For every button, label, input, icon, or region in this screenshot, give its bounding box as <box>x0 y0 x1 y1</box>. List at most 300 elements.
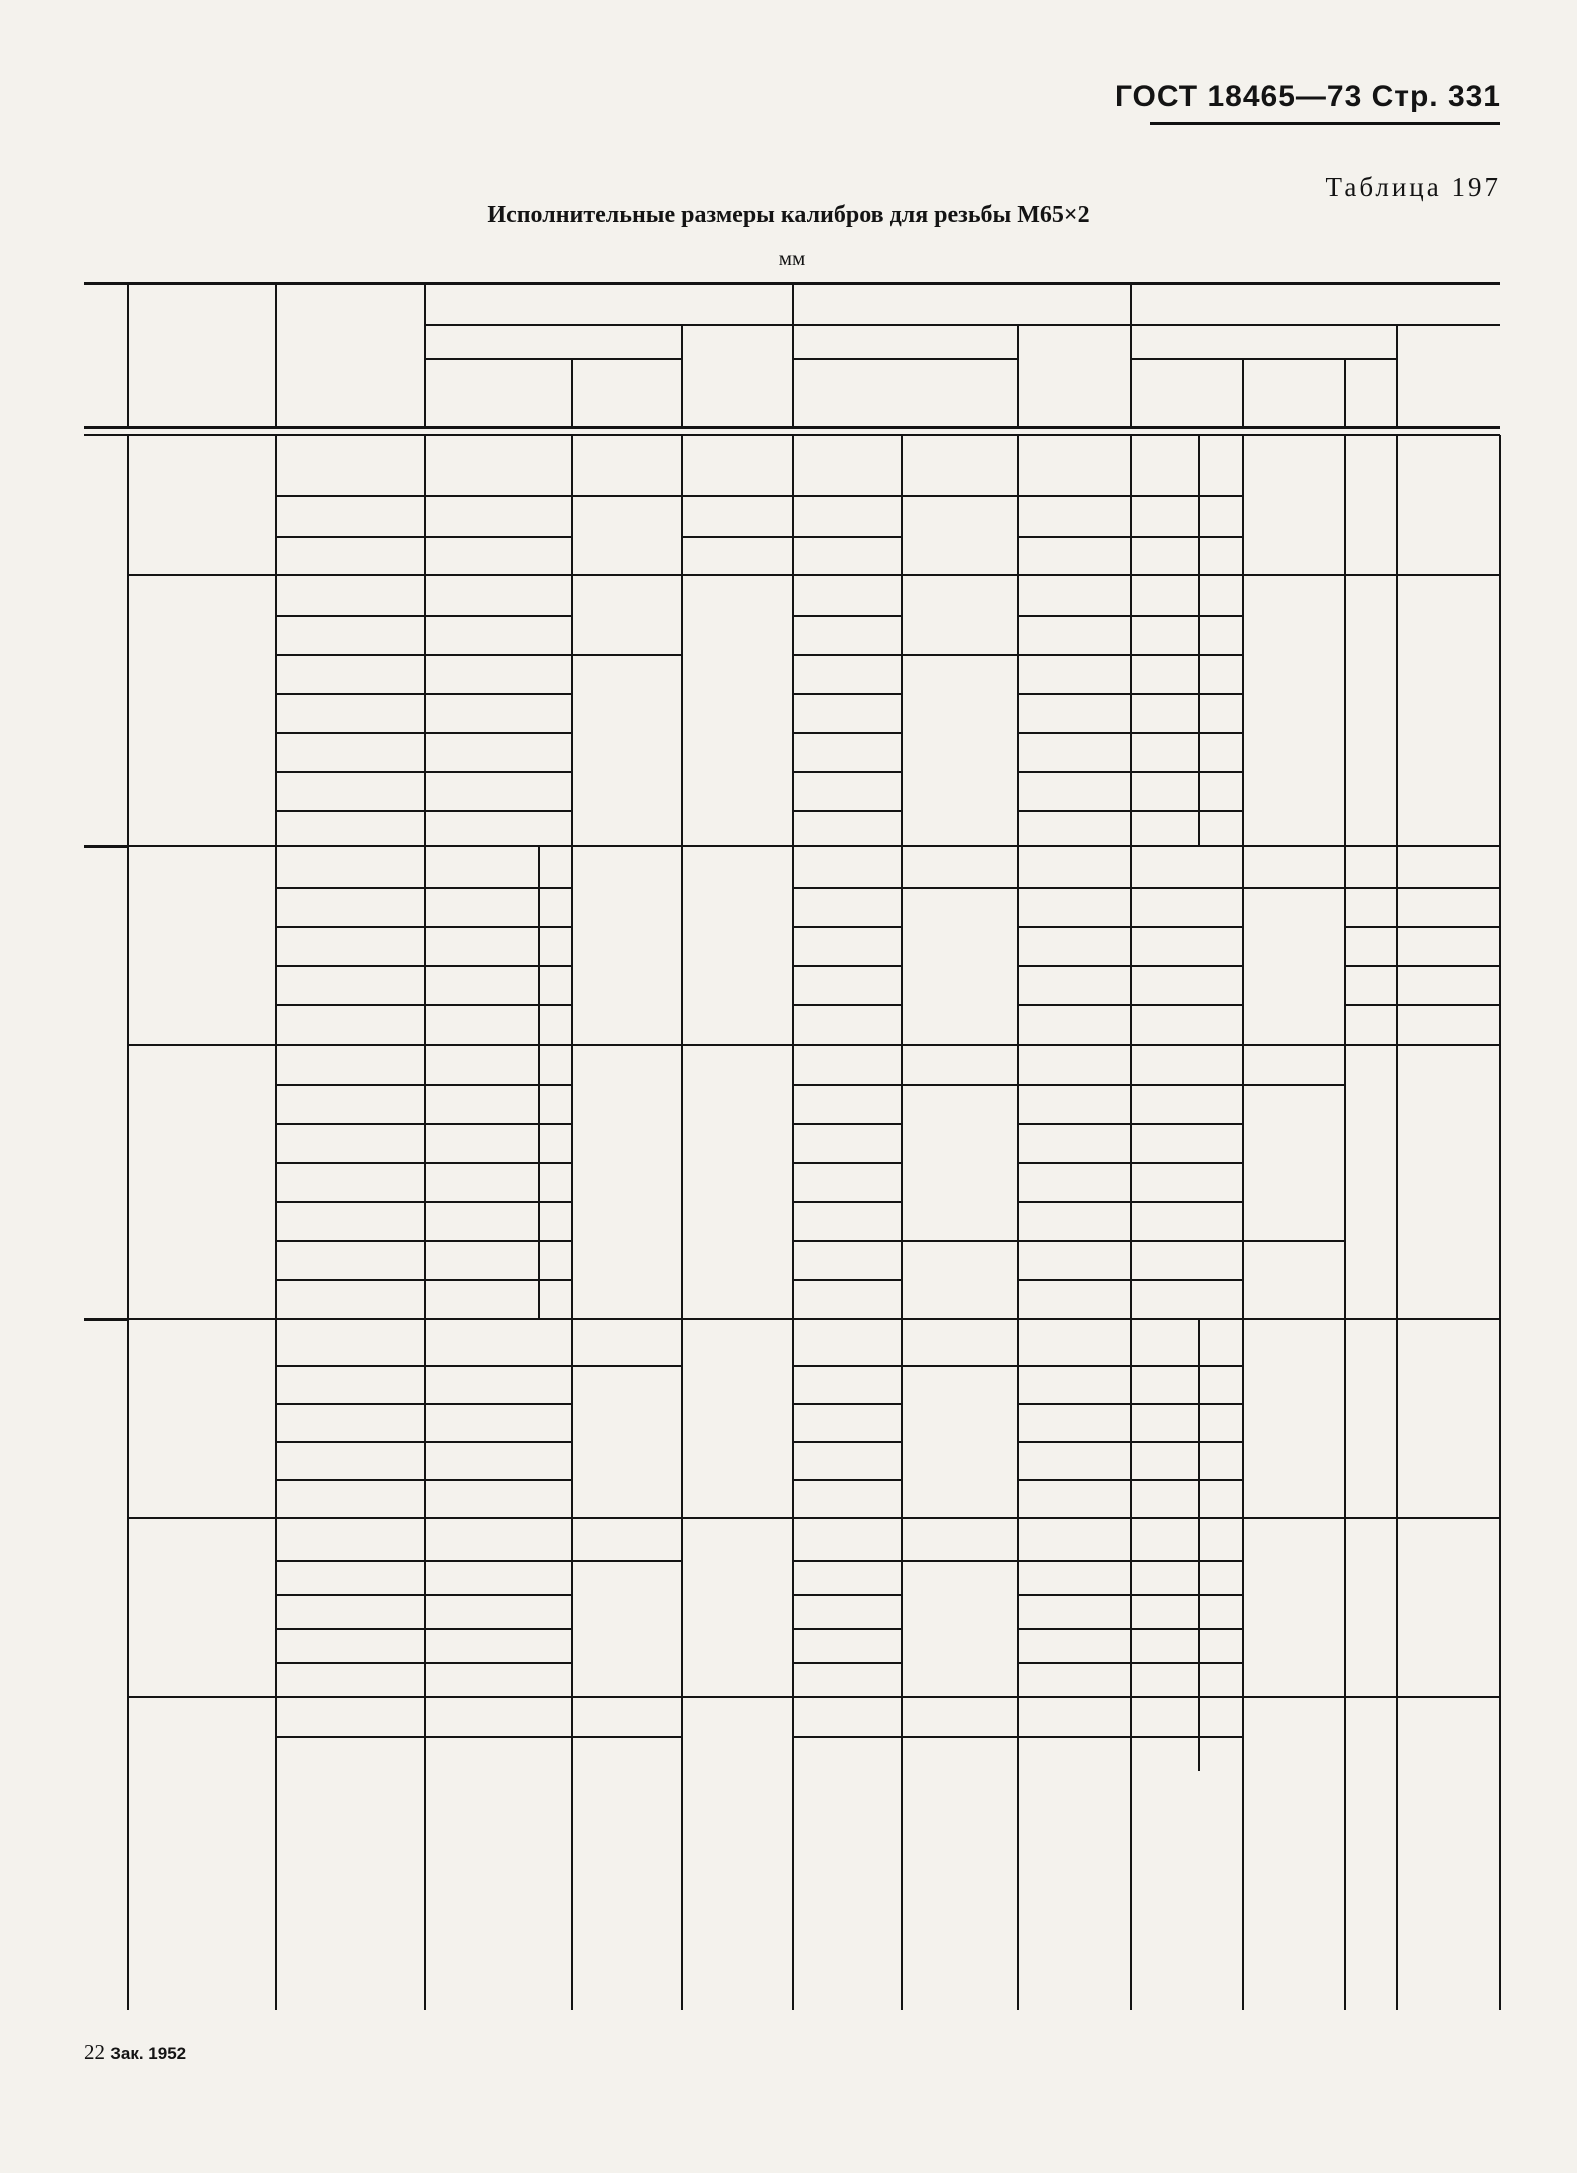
grid-line <box>1345 1318 1500 1320</box>
d-deviation-11 <box>572 1737 682 1771</box>
d-deviation-10 <box>572 1697 682 1737</box>
grid-line <box>572 1318 682 1320</box>
tolerance-field-15 <box>276 1045 425 1085</box>
d1-deviation-2 <box>1243 846 1345 888</box>
grid-line <box>1345 887 1500 889</box>
grid-line <box>902 1696 1018 1698</box>
d-deviation-7 <box>572 1366 682 1518</box>
table-number: Таблица 197 <box>1325 172 1501 202</box>
d2-worn-22 <box>1018 1319 1131 1366</box>
grid-line <box>682 845 793 847</box>
d1-deviation-9 <box>1243 1697 1345 1771</box>
d2-worn-6 <box>1018 694 1131 733</box>
d2-deviation-10 <box>902 1366 1018 1518</box>
d1-worn-4 <box>1345 927 1500 966</box>
header-nominal-1 <box>793 359 902 427</box>
d-nominal-6 <box>425 694 572 733</box>
d2-worn-26 <box>1018 1480 1131 1518</box>
header-rule <box>1150 122 1500 125</box>
d2-nominal-30 <box>793 1629 902 1663</box>
d2-nominal-32 <box>793 1697 902 1737</box>
d2-nominal-33 <box>793 1737 902 1771</box>
d-nominal-32 <box>425 1697 572 1737</box>
tolerance-field-26 <box>276 1480 425 1518</box>
grid-line <box>902 1318 1018 1320</box>
grid-line <box>572 654 682 656</box>
tolerance-field-21 <box>276 1280 425 1319</box>
grid-line <box>902 654 1018 656</box>
d1-nominal-18 <box>1131 1163 1243 1202</box>
header-nominal-0 <box>425 359 572 427</box>
gauge-table <box>84 283 1500 2010</box>
d1-worn-5 <box>1345 966 1500 1005</box>
d1-worn-2 <box>1345 846 1500 888</box>
note-d-min-0 <box>539 846 572 1045</box>
d1-deviation-7 <box>1243 1319 1345 1518</box>
grid-line <box>1243 1318 1345 1320</box>
grid-line <box>1243 1084 1345 1086</box>
d-worn-3 <box>682 575 793 846</box>
d-nominal-7 <box>425 733 572 772</box>
d2-nominal-23 <box>793 1366 902 1404</box>
grid-line <box>682 495 793 497</box>
d2-nominal-11 <box>793 888 902 927</box>
tolerance-field-17 <box>276 1124 425 1163</box>
d-nominal-23 <box>425 1366 572 1404</box>
grid-line <box>902 887 1018 889</box>
grid-line <box>1243 574 1345 576</box>
tolerance-field-25 <box>276 1442 425 1480</box>
d-nominal-4 <box>425 616 572 655</box>
header-d <box>425 283 793 325</box>
d1-deviation-8 <box>1243 1518 1345 1697</box>
d-nominal-3 <box>425 575 572 616</box>
tolerance-field-29 <box>276 1595 425 1629</box>
d2-nominal-13 <box>793 966 902 1005</box>
grid-line <box>1345 1004 1500 1006</box>
d-deviation-5 <box>572 1045 682 1319</box>
grid-line <box>572 1696 682 1698</box>
d2-nominal-27 <box>793 1518 902 1561</box>
tolerance-field-28 <box>276 1561 425 1595</box>
d1-nominal-12 <box>1131 927 1243 966</box>
grid-line <box>682 1696 793 1698</box>
grid-line <box>682 1044 793 1046</box>
header-gauge-kind <box>128 283 276 427</box>
tolerance-field-10 <box>276 846 425 888</box>
d1-nominal-16 <box>1131 1085 1243 1124</box>
d-deviation-9 <box>572 1561 682 1697</box>
grid-line <box>1243 845 1345 847</box>
d2-worn-3 <box>1018 575 1131 616</box>
d-nominal-9 <box>425 811 572 846</box>
d1-deviation-5 <box>1243 1085 1345 1241</box>
d2-nominal-8 <box>793 772 902 811</box>
d2-nominal-4 <box>793 616 902 655</box>
tolerance-field-16 <box>276 1085 425 1124</box>
grid-line <box>902 1044 1018 1046</box>
d2-nominal-15 <box>793 1045 902 1085</box>
header-worn-1 <box>1018 325 1131 427</box>
d-deviation-1 <box>572 496 682 575</box>
grid-line <box>572 574 682 576</box>
tolerance-field-8 <box>276 772 425 811</box>
grid-line <box>128 1696 276 1698</box>
d2-nominal-31 <box>793 1663 902 1697</box>
grid-line <box>682 536 793 538</box>
grid-line <box>572 1365 682 1367</box>
grid-line <box>1243 1696 1345 1698</box>
page-header: ГОСТ 18465—73 Стр. 331 <box>1114 80 1501 113</box>
grid-line <box>572 1044 682 1046</box>
d2-nominal-28 <box>793 1561 902 1595</box>
d2-worn-18 <box>1018 1163 1131 1202</box>
d-worn-4 <box>682 846 793 1045</box>
d2-deviation-12 <box>902 1561 1018 1697</box>
d2-deviation-3 <box>902 655 1018 846</box>
grid-line <box>538 846 540 1045</box>
tolerance-field-6 <box>276 694 425 733</box>
grid-line <box>902 845 1018 847</box>
group-name-1 <box>84 846 128 1319</box>
tolerance-field-24 <box>276 1404 425 1442</box>
d-worn-8 <box>682 1697 793 1771</box>
grid-line <box>1018 1517 1131 1519</box>
d2-worn-25 <box>1018 1442 1131 1480</box>
d2-deviation-5 <box>902 888 1018 1045</box>
header-deviation-1 <box>902 359 1018 427</box>
tolerance-field-32 <box>276 1697 425 1737</box>
d2-nominal-22 <box>793 1319 902 1366</box>
header-d2 <box>793 283 1131 325</box>
d-worn-0 <box>682 435 793 496</box>
header-name <box>84 283 128 427</box>
d-nominal-24 <box>425 1404 572 1442</box>
d-nominal-2 <box>425 537 572 575</box>
d2-nominal-26 <box>793 1480 902 1518</box>
d2-worn-16 <box>1018 1085 1131 1124</box>
gauge-kind-2 <box>128 846 276 1045</box>
tolerance-field-23 <box>276 1366 425 1404</box>
tolerance-field-3 <box>276 575 425 616</box>
d2-nominal-20 <box>793 1241 902 1280</box>
header-deviation-0 <box>572 359 682 427</box>
grid-line <box>682 1517 793 1519</box>
header-d1 <box>1131 283 1500 325</box>
tolerance-field-19 <box>276 1202 425 1241</box>
d2-nominal-9 <box>793 811 902 846</box>
header-tolerance-field <box>276 283 425 427</box>
d-nominal-1 <box>425 496 572 537</box>
tolerance-field-31 <box>276 1663 425 1697</box>
grid-line <box>1198 435 1200 575</box>
d-nominal-25 <box>425 1442 572 1480</box>
d2-worn-5 <box>1018 655 1131 694</box>
d2-nominal-2 <box>793 537 902 575</box>
tolerance-field-12 <box>276 927 425 966</box>
tolerance-field-22 <box>276 1319 425 1366</box>
tolerance-field-18 <box>276 1163 425 1202</box>
d2-worn-span-0 <box>1018 1518 1131 1697</box>
grid-line <box>902 574 1018 576</box>
d2-nominal-16 <box>793 1085 902 1124</box>
grid-line <box>1243 1517 1345 1519</box>
header-new-0 <box>425 325 682 359</box>
grid-line <box>902 1517 1018 1519</box>
d1-nominal-15 <box>1131 1045 1243 1085</box>
d2-worn-14 <box>1018 1005 1131 1045</box>
grid-line <box>1243 887 1345 889</box>
d1-deviation-1 <box>1243 575 1345 846</box>
d-worn-2 <box>682 537 793 575</box>
footer-page-number: 22 <box>84 2040 105 2064</box>
grid-line <box>1198 575 1200 846</box>
d1-deviation-3 <box>1243 888 1345 1045</box>
note-d1-max-1 <box>1199 575 1243 846</box>
grid-line <box>572 1560 682 1562</box>
d-nominal-29 <box>425 1595 572 1629</box>
d-deviation-0 <box>572 435 682 496</box>
grid-line <box>128 1517 276 1519</box>
d2-worn-span-1 <box>1018 1697 1131 1771</box>
grid-line <box>902 1084 1018 1086</box>
table-title: Исполнительные размеры калибров для резьбы М65×2 <box>487 202 1090 228</box>
grid-line <box>1345 1696 1500 1698</box>
grid-line <box>682 1318 793 1320</box>
grid-line <box>902 1240 1018 1242</box>
grid-line <box>682 574 793 576</box>
d2-worn-7 <box>1018 733 1131 772</box>
d-nominal-8 <box>425 772 572 811</box>
tolerance-field-0 <box>276 435 425 496</box>
page-footer <box>84 2040 186 2065</box>
d1-deviation-6 <box>1243 1241 1345 1319</box>
group-name-2 <box>84 1319 128 1771</box>
note-d1-max-4 <box>1199 1697 1243 1771</box>
grid-line <box>128 1044 276 1046</box>
note-d1-max-0 <box>1199 435 1243 575</box>
gauge-kind-6 <box>128 1697 276 1771</box>
grid-line <box>1345 926 1500 928</box>
d1-nominal-17 <box>1131 1124 1243 1163</box>
d2-deviation-7 <box>902 1085 1018 1241</box>
d-worn-6 <box>682 1319 793 1518</box>
d2-deviation-14 <box>902 1737 1018 1771</box>
d2-worn-10 <box>1018 846 1131 888</box>
d1-worn-6 <box>1345 1005 1500 1045</box>
d-worn-7 <box>682 1518 793 1697</box>
grid-line <box>1345 845 1500 847</box>
grid-line <box>1018 810 1131 812</box>
d2-worn-19 <box>1018 1202 1131 1241</box>
d-nominal-5 <box>425 655 572 694</box>
d2-nominal-19 <box>793 1202 902 1241</box>
tolerance-field-11 <box>276 888 425 927</box>
d2-worn-20 <box>1018 1241 1131 1280</box>
grid-line <box>1198 1697 1200 1771</box>
tolerance-field-1 <box>276 496 425 537</box>
d2-worn-15 <box>1018 1045 1131 1085</box>
grid-line <box>538 1045 540 1319</box>
header-worn-2 <box>1397 325 1500 427</box>
d2-nominal-6 <box>793 694 902 733</box>
d-worn-1 <box>682 496 793 537</box>
d2-deviation-11 <box>902 1518 1018 1561</box>
d2-nominal-12 <box>793 927 902 966</box>
gauge-kind-5 <box>128 1518 276 1697</box>
d2-worn-8 <box>1018 772 1131 811</box>
d1-nominal-20 <box>1131 1241 1243 1280</box>
tolerance-field-14 <box>276 1005 425 1045</box>
d2-worn-4 <box>1018 616 1131 655</box>
d1-worn-9 <box>1345 1518 1500 1697</box>
header-nominal-2 <box>1131 359 1243 427</box>
d-deviation-6 <box>572 1319 682 1366</box>
d2-nominal-5 <box>793 655 902 694</box>
d-nominal-33 <box>425 1737 572 1771</box>
grid-line <box>1345 1044 1500 1046</box>
grid-line <box>902 495 1018 497</box>
d2-nominal-3 <box>793 575 902 616</box>
tolerance-field-13 <box>276 966 425 1005</box>
grid-line <box>902 1560 1018 1562</box>
d1-nominal-14 <box>1131 1005 1243 1045</box>
grid-line <box>572 1517 682 1519</box>
d-deviation-4 <box>572 846 682 1045</box>
grid-line <box>128 1318 276 1320</box>
d2-deviation-8 <box>902 1241 1018 1319</box>
tolerance-field-33 <box>276 1737 425 1771</box>
d1-nominal-19 <box>1131 1202 1243 1241</box>
d2-worn-1 <box>1018 496 1131 537</box>
tolerance-field-27 <box>276 1518 425 1561</box>
group-name-0 <box>84 435 128 846</box>
d2-nominal-17 <box>793 1124 902 1163</box>
d2-nominal-0 <box>793 435 902 496</box>
d2-deviation-4 <box>902 846 1018 888</box>
d2-deviation-1 <box>902 496 1018 575</box>
gauge-kind-0 <box>128 435 276 575</box>
d2-worn-0 <box>1018 435 1131 496</box>
d2-deviation-2 <box>902 575 1018 655</box>
d2-worn-12 <box>1018 927 1131 966</box>
note-d-min-1 <box>539 1045 572 1319</box>
header-worn-0 <box>682 325 793 427</box>
d2-worn-24 <box>1018 1404 1131 1442</box>
d1-worn-0 <box>1345 435 1500 575</box>
d1-worn-10 <box>1345 1697 1500 1771</box>
tolerance-field-20 <box>276 1241 425 1280</box>
d-nominal-27 <box>425 1518 572 1561</box>
d2-worn-23 <box>1018 1366 1131 1404</box>
d1-nominal-11 <box>1131 888 1243 927</box>
d2-nominal-14 <box>793 1005 902 1045</box>
d1-worn-7 <box>1345 1045 1500 1319</box>
d2-nominal-18 <box>793 1163 902 1202</box>
gauge-kind-3 <box>128 1045 276 1319</box>
d2-worn-17 <box>1018 1124 1131 1163</box>
d-nominal-31 <box>425 1663 572 1697</box>
d2-nominal-24 <box>793 1404 902 1442</box>
d-deviation-3 <box>572 655 682 846</box>
tolerance-field-2 <box>276 537 425 575</box>
grid-line <box>84 1318 128 1321</box>
d2-deviation-6 <box>902 1045 1018 1085</box>
tolerance-field-9 <box>276 811 425 846</box>
gauge-kind-4 <box>128 1319 276 1518</box>
d2-worn-13 <box>1018 966 1131 1005</box>
tolerance-field-4 <box>276 616 425 655</box>
header-new-2 <box>1131 325 1397 359</box>
grid-line <box>1018 1696 1131 1698</box>
d1-deviation-4 <box>1243 1045 1345 1085</box>
grid-line <box>1345 965 1500 967</box>
grid-line <box>902 1365 1018 1367</box>
grid-line <box>572 495 682 497</box>
header-new-1 <box>793 325 1018 359</box>
d1-deviation-0 <box>1243 435 1345 575</box>
grid-line <box>1243 1044 1345 1046</box>
grid-line <box>1198 1319 1200 1518</box>
d2-worn-11 <box>1018 888 1131 927</box>
d-nominal-30 <box>425 1629 572 1663</box>
d-nominal-22 <box>425 1319 572 1366</box>
d1-nominal-10 <box>1131 846 1243 888</box>
gauge-kind-1 <box>128 575 276 846</box>
d2-nominal-10 <box>793 846 902 888</box>
grid-line <box>572 845 682 847</box>
d1-worn-8 <box>1345 1319 1500 1518</box>
d1-nominal-21 <box>1131 1280 1243 1319</box>
note-d1-max-2 <box>1199 1319 1243 1518</box>
d2-nominal-21 <box>793 1280 902 1319</box>
grid-line <box>84 845 128 848</box>
unit-label: мм <box>778 246 806 270</box>
d-deviation-2 <box>572 575 682 655</box>
grid-line <box>1345 574 1500 576</box>
footer-order: Зак. 1952 <box>110 2044 187 2063</box>
d2-deviation-0 <box>902 435 1018 496</box>
tolerance-field-30 <box>276 1629 425 1663</box>
grid-line <box>1243 1240 1345 1242</box>
d1-worn-3 <box>1345 888 1500 927</box>
grid-line <box>128 845 276 847</box>
d-nominal-26 <box>425 1480 572 1518</box>
d-nominal-0 <box>425 435 572 496</box>
d2-deviation-13 <box>902 1697 1018 1737</box>
grid-line <box>1198 1518 1200 1697</box>
grid-line <box>128 574 276 576</box>
d2-worn-21 <box>1018 1280 1131 1319</box>
d1-nominal-13 <box>1131 966 1243 1005</box>
d2-nominal-7 <box>793 733 902 772</box>
d2-nominal-29 <box>793 1595 902 1629</box>
grid-line <box>572 1736 682 1738</box>
d2-deviation-9 <box>902 1319 1018 1366</box>
note-d1-max-3 <box>1199 1518 1243 1697</box>
d-deviation-8 <box>572 1518 682 1561</box>
tolerance-field-5 <box>276 655 425 694</box>
d2-nominal-1 <box>793 496 902 537</box>
tolerance-field-7 <box>276 733 425 772</box>
d2-nominal-25 <box>793 1442 902 1480</box>
d-worn-5 <box>682 1045 793 1319</box>
grid-line <box>1345 1517 1500 1519</box>
d1-worn-1 <box>1345 575 1500 846</box>
d2-worn-2 <box>1018 537 1131 575</box>
header-deviation-2 <box>1243 359 1345 427</box>
grid-line <box>902 1736 1018 1738</box>
